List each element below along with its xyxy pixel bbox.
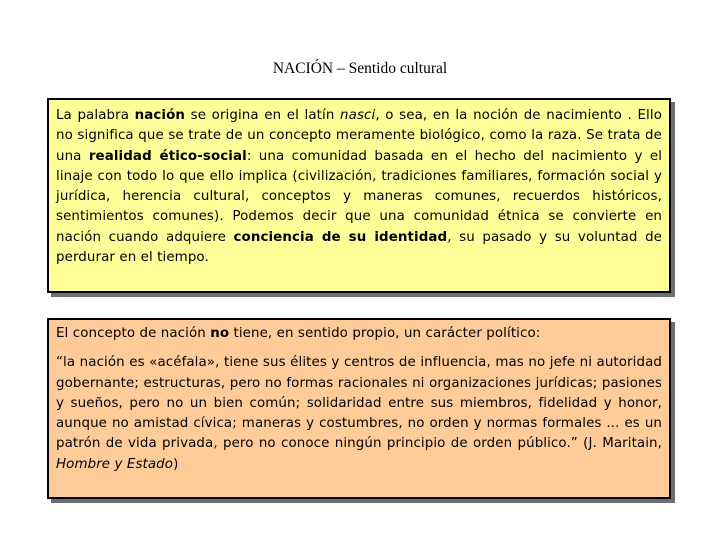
definition-paragraph (56, 106, 662, 268)
definition-box (47, 98, 671, 293)
definition-text: , o sea, en la noción de nacimiento . Ello no significa que se trate de un concepto meramente biológico, como la raza. Se trata de una (56, 108, 662, 164)
term-no: no (210, 326, 230, 341)
quote-text: ) (173, 456, 179, 472)
term-nasci: nasci (340, 108, 376, 123)
term-realidad-etico-social: realidad ético-social (88, 148, 247, 164)
quote-box (47, 318, 671, 499)
maritain-quote (56, 353, 662, 475)
quote-text: “la nación es «acéfala», tiene sus élites y centros de influencia, mas no jefe ni autoridad gobernante; estructuras, pero no formas racionales ni organizaciones jurídicas; pasiones y sueños, pero no un bien común; solidaridad entre sus miembros, fidelidad y honor, aunque no amistad cívica; maneras y costumbres, no orden y normas formales ... es un patrón de vida privada, pero no conoce ningún principio de orden público.” (J. Maritain, (56, 355, 662, 452)
definition-text: , su pasado y su voluntad de perdurar en el tiempo. (56, 229, 663, 266)
term-conciencia-identidad: conciencia de su identidad (233, 229, 448, 245)
intro-text: tiene, en sentido propio, un carácter político: (229, 326, 541, 341)
definition-text: se origina en el latín (185, 108, 341, 123)
definition-text: La palabra (56, 108, 135, 123)
definition-text: : una comunidad basada en el hecho del nacimiento y el linaje con todo lo que ello implica (civilización, tradiciones familiares, formación social y jurídica, herencia cultural, conceptos y maneras comunes, recuerdos históricos, sentimientos comunes). Podemos decir que una comunidad étnica se convierte en nación cuando adquiere (56, 148, 663, 245)
intro-paragraph (56, 324, 662, 344)
slide-title: NACIÓN – Sentido cultural (272, 60, 448, 77)
book-title: Hombre y Estado (56, 456, 174, 472)
intro-text: El concepto de nación (56, 326, 211, 341)
term-nacion: nación (134, 108, 186, 123)
